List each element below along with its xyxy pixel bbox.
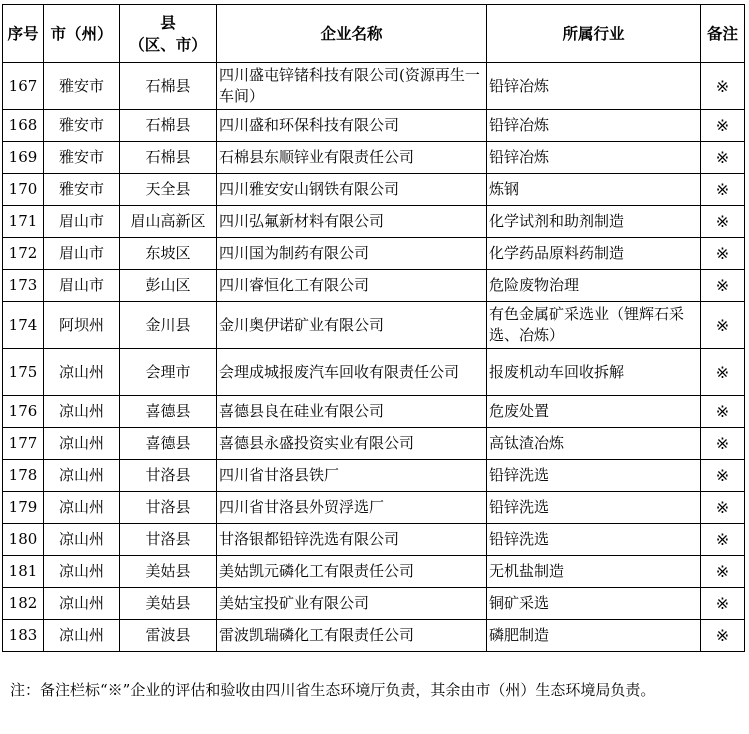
footnote: 注：备注栏标“※”企业的评估和验收由四川省生态环境厅负责，其余由市（州）生态环境局负责。	[10, 681, 656, 699]
cell-city: 凉山州	[44, 460, 120, 492]
cell-remark: ※	[701, 270, 745, 302]
cell-company: 四川弘氟新材料有限公司	[217, 206, 487, 238]
cell-industry: 危废处置	[487, 396, 701, 428]
cell-county: 会理市	[120, 349, 217, 396]
cell-remark: ※	[701, 349, 745, 396]
header-remark: 备注	[701, 5, 745, 63]
cell-industry: 铅锌洗选	[487, 492, 701, 524]
cell-industry: 无机盐制造	[487, 556, 701, 588]
cell-city: 雅安市	[44, 174, 120, 206]
header-county-line1: 县	[160, 12, 176, 32]
cell-county: 石棉县	[120, 63, 217, 110]
cell-county: 甘洛县	[120, 492, 217, 524]
header-company: 企业名称	[217, 5, 487, 63]
cell-company: 四川雅安安山钢铁有限公司	[217, 174, 487, 206]
cell-county: 美姑县	[120, 556, 217, 588]
cell-industry: 铅锌冶炼	[487, 142, 701, 174]
cell-company: 四川盛屯锌锗科技有限公司(资源再生一车间）	[217, 63, 487, 110]
cell-remark: ※	[701, 174, 745, 206]
cell-seq: 175	[3, 349, 44, 396]
cell-company: 四川盛和环保科技有限公司	[217, 110, 487, 142]
cell-county: 甘洛县	[120, 460, 217, 492]
cell-industry: 炼钢	[487, 174, 701, 206]
cell-city: 雅安市	[44, 63, 120, 110]
cell-remark: ※	[701, 142, 745, 174]
table-row	[3, 460, 745, 492]
cell-county: 金川县	[120, 302, 217, 349]
cell-remark: ※	[701, 428, 745, 460]
cell-seq: 171	[3, 206, 44, 238]
header-seq: 序号	[3, 5, 44, 63]
cell-seq: 179	[3, 492, 44, 524]
cell-industry: 铅锌洗选	[487, 460, 701, 492]
cell-industry: 铜矿采选	[487, 588, 701, 620]
cell-city: 凉山州	[44, 396, 120, 428]
cell-county: 东坡区	[120, 238, 217, 270]
table-row	[3, 428, 745, 460]
cell-seq: 183	[3, 620, 44, 652]
table-row	[3, 620, 745, 652]
table-body	[3, 63, 745, 652]
cell-remark: ※	[701, 302, 745, 349]
cell-county: 天全县	[120, 174, 217, 206]
cell-seq: 174	[3, 302, 44, 349]
table-row	[3, 63, 745, 110]
cell-seq: 177	[3, 428, 44, 460]
cell-county: 石棉县	[120, 142, 217, 174]
cell-company: 会理成城报废汽车回收有限责任公司	[217, 349, 487, 396]
cell-county: 甘洛县	[120, 524, 217, 556]
cell-seq: 178	[3, 460, 44, 492]
cell-seq: 169	[3, 142, 44, 174]
cell-city: 凉山州	[44, 620, 120, 652]
table-row	[3, 396, 745, 428]
table-row	[3, 142, 745, 174]
cell-remark: ※	[701, 556, 745, 588]
cell-county: 彭山区	[120, 270, 217, 302]
cell-remark: ※	[701, 110, 745, 142]
cell-county: 美姑县	[120, 588, 217, 620]
cell-city: 雅安市	[44, 142, 120, 174]
cell-county: 石棉县	[120, 110, 217, 142]
cell-city: 凉山州	[44, 492, 120, 524]
cell-industry: 铅锌冶炼	[487, 63, 701, 110]
enterprise-table	[2, 4, 745, 652]
cell-city: 雅安市	[44, 110, 120, 142]
cell-seq: 168	[3, 110, 44, 142]
header-county	[120, 5, 217, 63]
cell-industry: 化学药品原料药制造	[487, 238, 701, 270]
cell-remark: ※	[701, 588, 745, 620]
cell-company: 四川省甘洛县外贸浮选厂	[217, 492, 487, 524]
cell-company: 雷波凯瑞磷化工有限责任公司	[217, 620, 487, 652]
cell-seq: 173	[3, 270, 44, 302]
cell-industry: 高钛渣冶炼	[487, 428, 701, 460]
cell-company: 四川国为制药有限公司	[217, 238, 487, 270]
cell-county: 喜德县	[120, 428, 217, 460]
cell-company: 石棉县东顺锌业有限责任公司	[217, 142, 487, 174]
cell-remark: ※	[701, 206, 745, 238]
cell-seq: 176	[3, 396, 44, 428]
cell-city: 凉山州	[44, 556, 120, 588]
cell-seq: 172	[3, 238, 44, 270]
cell-seq: 181	[3, 556, 44, 588]
cell-remark: ※	[701, 524, 745, 556]
cell-remark: ※	[701, 492, 745, 524]
table-row	[3, 302, 745, 349]
cell-seq: 170	[3, 174, 44, 206]
cell-city: 阿坝州	[44, 302, 120, 349]
table-row	[3, 206, 745, 238]
table-row	[3, 110, 745, 142]
cell-industry: 磷肥制造	[487, 620, 701, 652]
cell-city: 凉山州	[44, 349, 120, 396]
cell-industry: 化学试剂和助剂制造	[487, 206, 701, 238]
cell-seq: 167	[3, 63, 44, 110]
cell-company: 美姑凯元磷化工有限责任公司	[217, 556, 487, 588]
cell-company: 四川省甘洛县铁厂	[217, 460, 487, 492]
cell-remark: ※	[701, 63, 745, 110]
table-row	[3, 524, 745, 556]
table-row	[3, 270, 745, 302]
cell-company: 金川奥伊诺矿业有限公司	[217, 302, 487, 349]
cell-city: 眉山市	[44, 270, 120, 302]
cell-company: 喜德县永盛投资实业有限公司	[217, 428, 487, 460]
cell-remark: ※	[701, 238, 745, 270]
cell-industry: 铅锌冶炼	[487, 110, 701, 142]
cell-city: 凉山州	[44, 588, 120, 620]
cell-remark: ※	[701, 460, 745, 492]
table-row	[3, 238, 745, 270]
table-row	[3, 349, 745, 396]
cell-city: 凉山州	[44, 428, 120, 460]
cell-city: 眉山市	[44, 238, 120, 270]
cell-company: 甘洛银都铅锌洗选有限公司	[217, 524, 487, 556]
header-industry: 所属行业	[487, 5, 701, 63]
table-row	[3, 174, 745, 206]
table-row	[3, 492, 745, 524]
cell-industry: 报废机动车回收拆解	[487, 349, 701, 396]
cell-remark: ※	[701, 620, 745, 652]
cell-county: 眉山高新区	[120, 206, 217, 238]
header-city: 市（州）	[44, 5, 120, 63]
cell-city: 眉山市	[44, 206, 120, 238]
header-county-line2: （区、市）	[129, 34, 207, 54]
cell-county: 喜德县	[120, 396, 217, 428]
cell-remark: ※	[701, 396, 745, 428]
cell-company: 美姑宝投矿业有限公司	[217, 588, 487, 620]
cell-industry: 铅锌洗选	[487, 524, 701, 556]
cell-industry: 危险废物治理	[487, 270, 701, 302]
cell-seq: 182	[3, 588, 44, 620]
cell-county: 雷波县	[120, 620, 217, 652]
cell-company: 喜德县良在硅业有限公司	[217, 396, 487, 428]
table-header-row	[3, 5, 745, 63]
table-row	[3, 588, 745, 620]
cell-seq: 180	[3, 524, 44, 556]
table-row	[3, 556, 745, 588]
cell-city: 凉山州	[44, 524, 120, 556]
cell-company: 四川睿恒化工有限公司	[217, 270, 487, 302]
cell-industry: 有色金属矿采选业（锂辉石采选、冶炼）	[487, 302, 701, 349]
